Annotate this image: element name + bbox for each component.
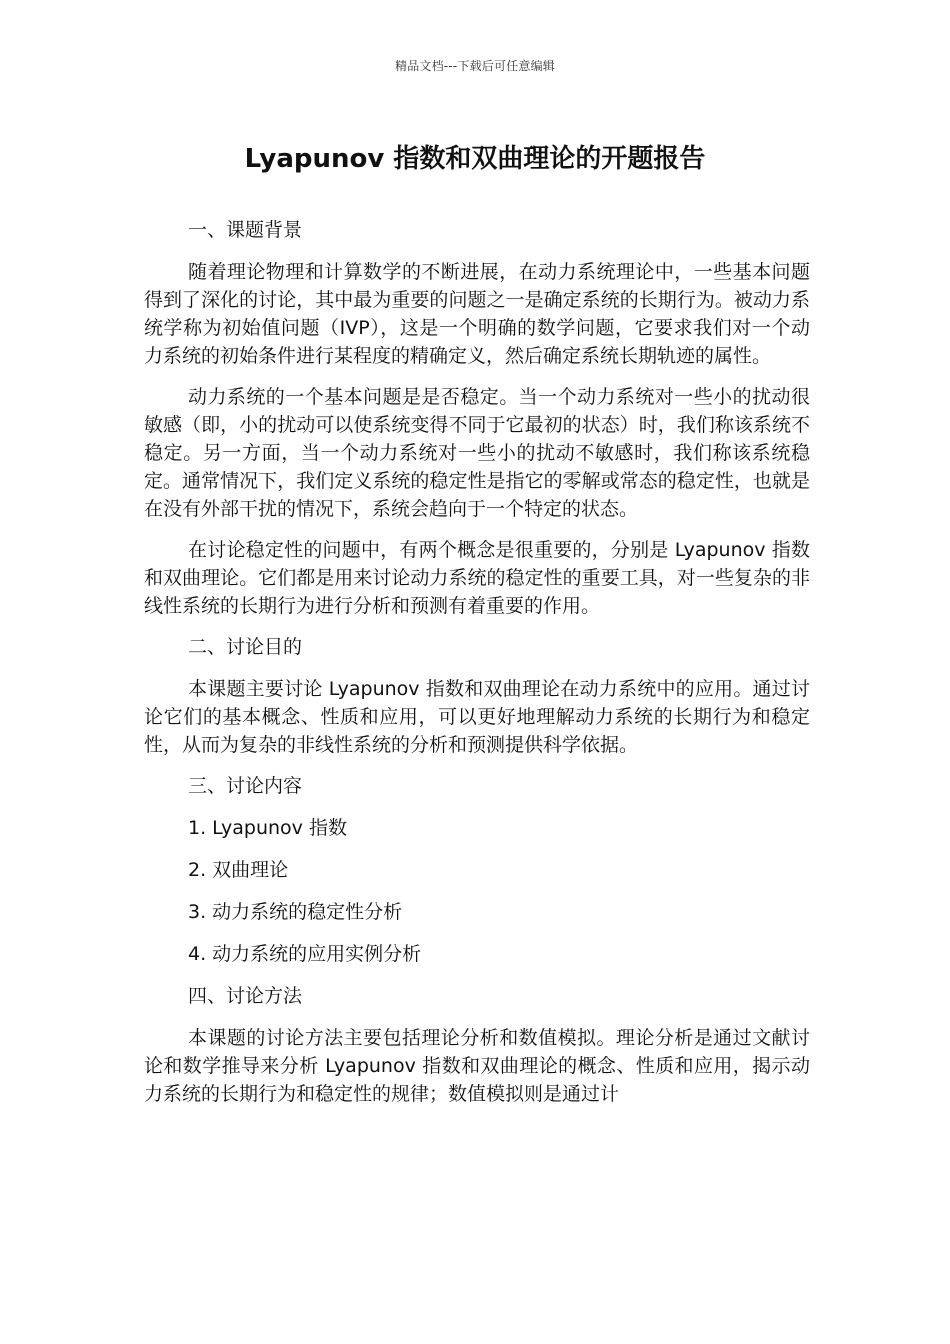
paragraph: 在讨论稳定性的问题中，有两个概念是很重要的，分别是 Lyapunov 指数和双曲理论。它们都是用来讨论动力系统的稳定性的重要工具，对一些复杂的非线性系统的长期行为进行分析和预测有着重要的作用。 <box>144 539 810 617</box>
section-heading-content: 三、讨论内容 <box>188 775 303 797</box>
list-item: 3. 动力系统的稳定性分析 <box>188 901 403 923</box>
paragraph: 随着理论物理和计算数学的不断进展，在动力系统理论中，一些基本问题得到了深化的讨论，其中最为重要的问题之一是确定系统的长期行为。被动力系统学称为初始值问题（IVP），这是一个明确的数学问题，它要求我们对一个动力系统的初始条件进行某程度的精确定义，然后确定系统长期轨迹的属性。 <box>144 261 810 367</box>
section-heading-method: 四、讨论方法 <box>188 985 303 1007</box>
paragraph: 动力系统的一个基本问题是是否稳定。当一个动力系统对一些小的扰动很敏感（即，小的扰动可以使系统变得不同于它最初的状态）时，我们称该系统不稳定。另一方面，当一个动力系统对一些小的扰动不敏感时，我们称该系统稳定。通常情况下，我们定义系统的稳定性是指它的零解或常态的稳定性，也就是在没有外部干扰的情况下，系统会趋向于一个特定的状态。 <box>144 386 810 520</box>
paragraph: 本课题的讨论方法主要包括理论分析和数值模拟。理论分析是通过文献讨论和数学推导来分析 Lyapunov 指数和双曲理论的概念、性质和应用，揭示动力系统的长期行为和稳定性的规律；数值模拟则是通过计 <box>144 1027 810 1105</box>
section-heading-background: 一、课题背景 <box>188 219 303 241</box>
document-body <box>144 216 810 1121</box>
list-item: 4. 动力系统的应用实例分析 <box>188 943 422 965</box>
document-title: Lyapunov 指数和双曲理论的开题报告 <box>244 144 706 174</box>
header-note: 精品文档---下载后可任意编辑 <box>395 59 555 73</box>
paragraph: 本课题主要讨论 Lyapunov 指数和双曲理论在动力系统中的应用。通过讨论它们的基本概念、性质和应用，可以更好地理解动力系统的长期行为和稳定性，从而为复杂的非线性系统的分析和预测提供科学依据。 <box>144 678 810 756</box>
section-heading-purpose: 二、讨论目的 <box>188 636 303 658</box>
list-item: 1. Lyapunov 指数 <box>188 817 347 839</box>
list-item: 2. 双曲理论 <box>188 859 289 881</box>
